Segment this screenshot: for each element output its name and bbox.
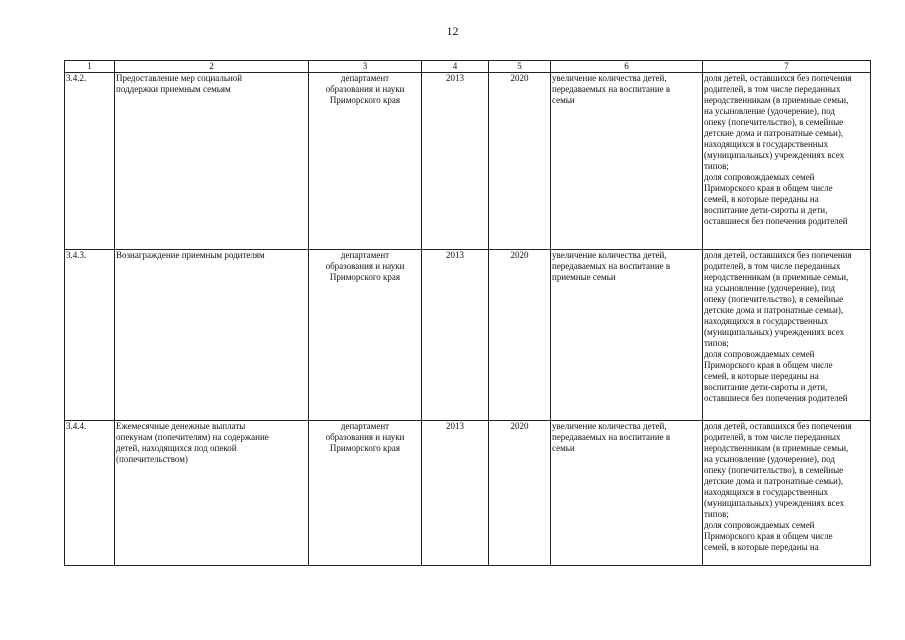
cell-executor-line: департамент bbox=[340, 250, 390, 260]
cell-indicators-line: семей, в которые переданы на bbox=[704, 371, 819, 381]
column-header: 7 bbox=[703, 61, 871, 73]
cell-indicators-line: доля детей, оставшихся без попечения bbox=[704, 250, 852, 260]
cell-executor bbox=[309, 421, 422, 566]
cell-indicators bbox=[703, 73, 871, 250]
cell-code bbox=[65, 250, 115, 421]
cell-end-year-text: 2020 bbox=[510, 421, 529, 431]
cell-indicators-line: находящихся в государственных bbox=[704, 487, 829, 497]
cell-expected-result-line: увеличение количества детей, bbox=[552, 421, 667, 431]
cell-indicators-line: детские дома и патронатные семьи), bbox=[704, 476, 844, 486]
cell-indicators-line: Приморского края в общем числе bbox=[704, 531, 833, 541]
cell-end-year bbox=[489, 250, 551, 421]
cell-end-year bbox=[489, 421, 551, 566]
cell-measure-name bbox=[115, 250, 309, 421]
cell-indicators-line: родителей, в том числе переданных bbox=[704, 261, 841, 271]
cell-executor-line: Приморского края bbox=[329, 443, 401, 453]
cell-indicators-line: доля сопровождаемых семей bbox=[704, 172, 815, 182]
cell-expected-result-line: увеличение количества детей, bbox=[552, 73, 667, 83]
cell-indicators-line: семей, в которые переданы на bbox=[704, 542, 819, 552]
cell-measure-name bbox=[115, 421, 309, 566]
cell-indicators-line: воспитание дети-сироты и дети, bbox=[704, 382, 828, 392]
cell-indicators-line: на усыновление (удочерение), под bbox=[704, 106, 835, 116]
cell-code bbox=[65, 421, 115, 566]
cell-code-text: 3.4.4. bbox=[66, 421, 87, 431]
cell-expected-result-line: передаваемых на воспитание в bbox=[552, 432, 671, 442]
cell-indicators-line: типов; bbox=[704, 161, 729, 171]
cell-code bbox=[65, 73, 115, 250]
cell-measure-name-line: опекунам (попечителям) на содержание bbox=[116, 432, 269, 442]
cell-indicators-line: неродственникам (в приемные семьи, bbox=[704, 95, 849, 105]
cell-indicators-line: доля сопровождаемых семей bbox=[704, 520, 815, 530]
cell-start-year-text: 2013 bbox=[446, 250, 464, 260]
cell-executor bbox=[309, 73, 422, 250]
cell-executor bbox=[309, 250, 422, 421]
table-row bbox=[65, 73, 871, 250]
column-header: 2 bbox=[115, 61, 309, 73]
cell-indicators-line: неродственникам (в приемные семьи, bbox=[704, 443, 849, 453]
cell-indicators-line: на усыновление (удочерение), под bbox=[704, 454, 835, 464]
cell-executor-line: департамент bbox=[340, 421, 390, 431]
cell-indicators-line: доля сопровождаемых семей bbox=[704, 349, 815, 359]
cell-indicators-line: опеку (попечительство), в семейные bbox=[704, 294, 844, 304]
column-header: 4 bbox=[422, 61, 489, 73]
cell-expected-result-line: передаваемых на воспитание в bbox=[552, 84, 671, 94]
page-number: 12 bbox=[446, 24, 459, 38]
cell-indicators-line: доля детей, оставшихся без попечения bbox=[704, 73, 852, 83]
cell-indicators-line: детские дома и патронатные семьи), bbox=[704, 128, 844, 138]
cell-executor-line: Приморского края bbox=[329, 272, 401, 282]
cell-indicators-line: оставшиеся без попечения родителей bbox=[704, 393, 848, 403]
cell-indicators-line: (муниципальных) учреждениях всех bbox=[704, 327, 845, 337]
cell-indicators-line: доля детей, оставшихся без попечения bbox=[704, 421, 852, 431]
cell-start-year bbox=[422, 421, 489, 566]
cell-indicators-line: находящихся в государственных bbox=[704, 139, 829, 149]
table-row bbox=[65, 421, 871, 566]
cell-expected-result-line: увеличение количества детей, bbox=[552, 250, 667, 260]
cell-indicators-line: родителей, в том числе переданных bbox=[704, 432, 841, 442]
cell-expected-result bbox=[551, 250, 703, 421]
header-row bbox=[65, 61, 871, 73]
cell-measure-name-line: (попечительством) bbox=[116, 454, 188, 464]
cell-indicators bbox=[703, 421, 871, 566]
cell-indicators-line: оставшиеся без попечения родителей bbox=[704, 216, 848, 226]
cell-measure-name-line: Вознаграждение приемным родителям bbox=[116, 250, 265, 260]
cell-end-year-text: 2020 bbox=[510, 250, 529, 260]
cell-measure-name bbox=[115, 73, 309, 250]
cell-indicators-line: родителей, в том числе переданных bbox=[704, 84, 841, 94]
cell-code-text: 3.4.3. bbox=[66, 250, 87, 260]
cell-executor-line: образования и науки bbox=[325, 261, 405, 271]
column-header: 1 bbox=[65, 61, 115, 73]
cell-start-year bbox=[422, 250, 489, 421]
cell-expected-result-line: семьи bbox=[552, 443, 575, 453]
cell-indicators-line: находящихся в государственных bbox=[704, 316, 829, 326]
cell-indicators-line: типов; bbox=[704, 509, 729, 519]
table-row bbox=[65, 250, 871, 421]
cell-indicators-line: опеку (попечительство), в семейные bbox=[704, 117, 844, 127]
cell-start-year-text: 2013 bbox=[446, 73, 464, 83]
cell-indicators-line: неродственникам (в приемные семьи, bbox=[704, 272, 849, 282]
cell-measure-name-line: Предоставление мер социальной bbox=[116, 73, 243, 83]
cell-indicators-line: Приморского края в общем числе bbox=[704, 360, 833, 370]
cell-indicators-line: опеку (попечительство), в семейные bbox=[704, 465, 844, 475]
cell-expected-result-line: семьи bbox=[552, 95, 575, 105]
cell-start-year-text: 2013 bbox=[446, 421, 464, 431]
cell-expected-result-line: приемные семьи bbox=[552, 272, 616, 282]
cell-expected-result bbox=[551, 73, 703, 250]
cell-indicators-line: семей, в которые переданы на bbox=[704, 194, 819, 204]
cell-measure-name-line: детей, находящихся под опекой bbox=[116, 443, 237, 453]
cell-indicators-line: Приморского края в общем числе bbox=[704, 183, 833, 193]
cell-indicators-line: на усыновление (удочерение), под bbox=[704, 283, 835, 293]
cell-end-year-text: 2020 bbox=[510, 73, 529, 83]
cell-code-text: 3.4.2. bbox=[66, 73, 87, 83]
column-header: 5 bbox=[489, 61, 551, 73]
cell-end-year bbox=[489, 73, 551, 250]
cell-indicators-line: (муниципальных) учреждениях всех bbox=[704, 150, 845, 160]
cell-indicators-line: воспитание дети-сироты и дети, bbox=[704, 205, 828, 215]
cell-executor-line: образования и науки bbox=[325, 432, 405, 442]
cell-measure-name-line: поддержки приемным семьям bbox=[116, 84, 231, 94]
cell-indicators-line: (муниципальных) учреждениях всех bbox=[704, 498, 845, 508]
cell-indicators bbox=[703, 250, 871, 421]
cell-indicators-line: детские дома и патронатные семьи), bbox=[704, 305, 844, 315]
cell-indicators-line: типов; bbox=[704, 338, 729, 348]
cell-start-year bbox=[422, 73, 489, 250]
cell-expected-result-line: передаваемых на воспитание в bbox=[552, 261, 671, 271]
column-header: 3 bbox=[309, 61, 422, 73]
cell-executor-line: департамент bbox=[340, 73, 390, 83]
cell-measure-name-line: Ежемесячные денежные выплаты bbox=[116, 421, 246, 431]
cell-executor-line: Приморского края bbox=[329, 95, 401, 105]
program-table bbox=[64, 60, 871, 566]
cell-expected-result bbox=[551, 421, 703, 566]
cell-executor-line: образования и науки bbox=[325, 84, 405, 94]
column-header: 6 bbox=[551, 61, 703, 73]
